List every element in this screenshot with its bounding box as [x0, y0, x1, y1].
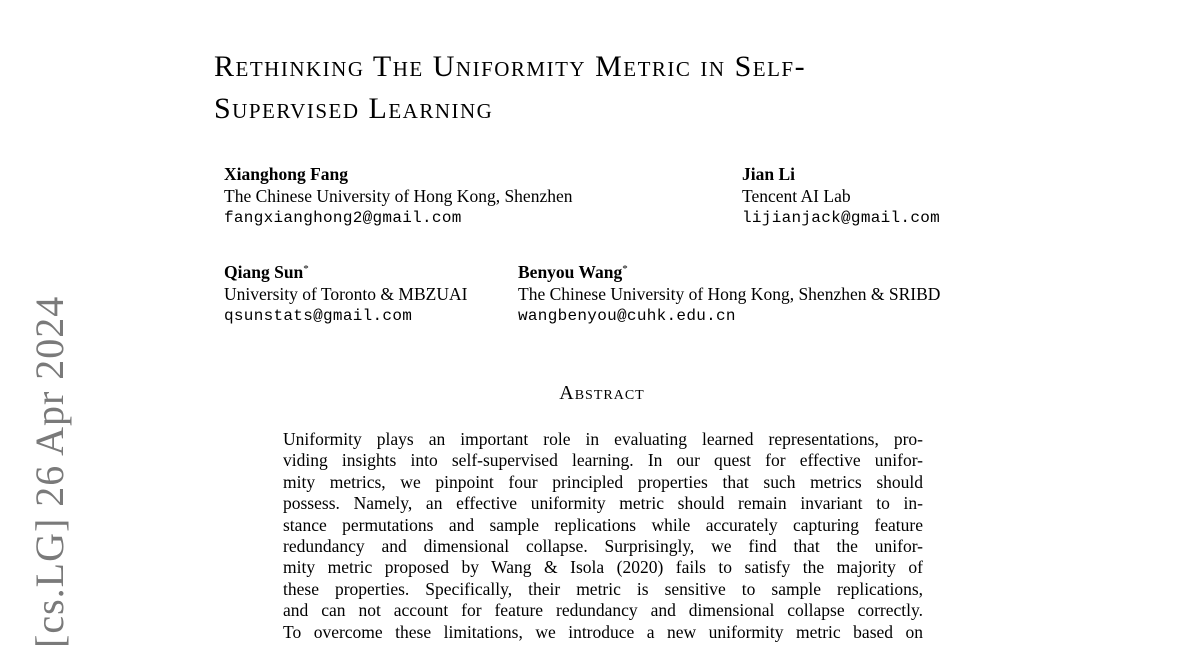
author-affiliation: University of Toronto & MBZUAI: [224, 284, 468, 304]
abstract-line: To overcome these limitations, we introduce a new uniformity metric based on: [283, 621, 923, 642]
author-email: lijianjack@gmail.com: [742, 209, 941, 227]
author-email: fangxianghong2@gmail.com: [224, 209, 462, 227]
abstract-line: these properties. Specifically, their metric is sensitive to sample replications,: [283, 578, 923, 599]
author-block-4: [518, 261, 940, 327]
author-block-2: [742, 163, 940, 229]
author-block-3: [224, 261, 467, 327]
author-affiliation: The Chinese University of Hong Kong, Shenzhen: [224, 186, 573, 206]
abstract-heading: Abstract: [559, 382, 645, 404]
paper-title: [214, 46, 1034, 130]
author-name: Xianghong Fang: [224, 164, 348, 184]
abstract-body: [283, 429, 923, 643]
arxiv-side-stamp: [cs.LG] 26 Apr 2024: [27, 295, 72, 648]
abstract-line: Uniformity plays an important role in evaluating learned representations, pro-: [283, 429, 923, 449]
abstract-line: possess. Namely, an effective uniformity metric should remain invariant to in-: [283, 493, 923, 514]
abstract-line: mity metrics, we pinpoint four principled properties that such metrics should: [283, 471, 923, 492]
author-name: Jian Li: [742, 164, 796, 184]
author-email: wangbenyou@cuhk.edu.cn: [518, 307, 736, 325]
abstract-line: mity metric proposed by Wang & Isola (2020) fails to satisfy the majority of: [283, 557, 923, 578]
author-affiliation: The Chinese University of Hong Kong, Shenzhen & SRIBD: [518, 284, 941, 304]
abstract-line: viding insights into self-supervised learning. In our quest for effective unifor-: [283, 450, 923, 471]
paper-title-line-2: Supervised Learning: [214, 92, 494, 125]
abstract-line: and can not account for feature redundancy and dimensional collapse correctly.: [283, 600, 923, 621]
author-email: qsunstats@gmail.com: [224, 307, 413, 325]
abstract-line: stance permutations and sample replications while accurately capturing feature: [283, 514, 923, 535]
author-name: Benyou Wang*: [518, 262, 628, 282]
abstract-line: redundancy and dimensional collapse. Surprisingly, we find that the unifor-: [283, 536, 923, 557]
author-block-1: [224, 163, 572, 229]
author-name: Qiang Sun*: [224, 262, 309, 282]
author-affiliation: Tencent AI Lab: [742, 186, 851, 206]
paper-title-line-1: Rethinking The Uniformity Metric in Self-: [214, 50, 807, 83]
